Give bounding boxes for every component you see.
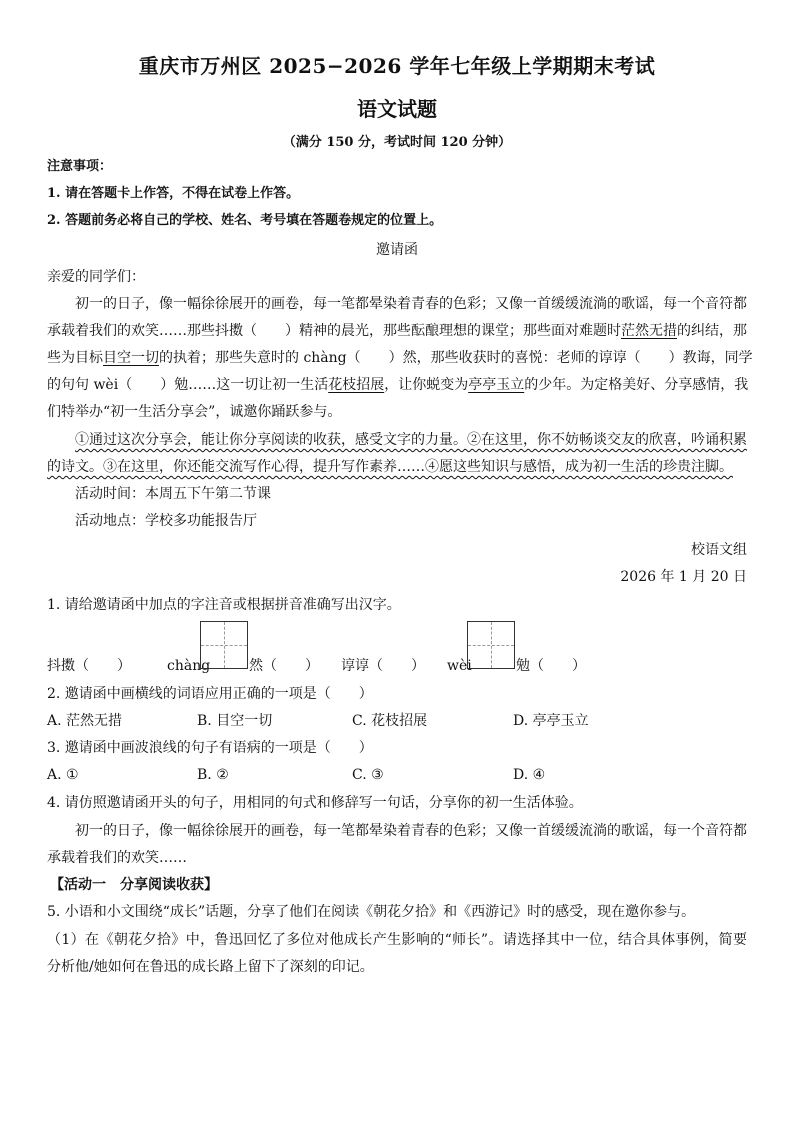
q1-item-c: 谆谆（ ） <box>341 658 425 674</box>
underlined-phrase-a: 茫然无措 <box>621 323 677 339</box>
question-4-stem: 4. 请仿照邀请函开头的句子，用相同的句式和修辞写一句话，分享你的初一生活体验。 <box>47 795 583 811</box>
letter-paragraph-1-line-2: 承载着我们的欢笑……那些抖擞（ ）精神的晨光，那些酝酿理想的课堂；那些面对难题时茫然无措的纠结，那 <box>47 323 747 339</box>
letter-paragraph-2-line-1: ①通过这次分享会，能让你分享阅读的收获，感受文字的力量。②在这里，你不妨畅谈交友的欣喜，吟诵积累 <box>75 432 747 448</box>
letter-date: 2026 年 1 月 20 日 <box>620 569 747 585</box>
notice-item-1: 1. 请在答题卡上作答，不得在试卷上作答。 <box>47 186 300 201</box>
q5-part-1-line-1: （1）在《朝花夕拾》中，鲁迅回忆了多位对他成长产生影响的“师长”。请选择其中一位，结合具体事例，简要 <box>47 932 747 948</box>
q2-option-d[interactable]: D. 亭亭玉立 <box>513 713 589 729</box>
letter-greeting: 亲爱的同学们： <box>47 269 145 285</box>
notice-item-2: 2. 答题前务必将自己的学校、姓名、考号填在答题卷规定的位置上。 <box>47 213 443 228</box>
q3-option-a[interactable]: A. ① <box>47 767 79 783</box>
q2-option-a[interactable]: A. 茫然无措 <box>47 713 123 729</box>
letter-paragraph-1-line-5: 们特举办“初一生活分享会”，诚邀你踊跃参与。 <box>47 404 342 420</box>
q1-item-b-suffix: 然（ ） <box>249 658 319 674</box>
exam-title: 重庆市万州区 2025−2026 学年七年级上学期期末考试 <box>138 54 656 78</box>
q3-option-c[interactable]: C. ③ <box>352 767 384 783</box>
q4-example-line-2: 承载着我们的欢笑…… <box>47 850 187 866</box>
q1-answer-box-b[interactable] <box>200 621 248 669</box>
subject-title: 语文试题 <box>357 97 437 121</box>
q3-option-b[interactable]: B. ② <box>197 767 229 783</box>
q3-option-d[interactable]: D. ④ <box>513 767 546 783</box>
question-2-stem: 2. 邀请函中画横线的词语应用正确的一项是（ ） <box>47 686 373 702</box>
letter-paragraph-2-line-2: 的诗文。③在这里，你还能交流写作心得，提升写作素养……④愿这些知识与感悟，成为初一生活的珍贵注脚。 <box>47 459 733 475</box>
letter-heading: 邀请函 <box>376 242 418 258</box>
q5-part-1-line-2: 分析他/她如何在鲁迅的成长路上留下了深刻的印记。 <box>47 959 374 975</box>
q1-item-b-pinyin: chàng <box>167 658 211 674</box>
letter-paragraph-1-line-3: 些为目标目空一切的执着；那些失意时的 chàng（ ）然，那些收获时的喜悦：老师的谆谆（ ）教诲，同学 <box>47 350 753 366</box>
q1-item-d-pinyin: wèi <box>447 658 472 674</box>
underlined-phrase-b: 目空一切 <box>103 350 159 366</box>
q1-answer-box-d[interactable] <box>467 621 515 669</box>
q2-option-c[interactable]: C. 花枝招展 <box>352 713 428 729</box>
question-5-stem: 5. 小语和小文围绕“成长”话题，分享了他们在阅读《朝花夕拾》和《西游记》时的感受，现在邀你参与。 <box>47 904 696 920</box>
underlined-phrase-d: 亭亭玉立 <box>468 377 525 393</box>
letter-paragraph-1-line-4: 的句句 wèi（ ）勉……这一切让初一生活花枝招展，让你蜕变为亭亭玉立的少年。为定格美好、分享感情，我 <box>47 377 749 393</box>
notice-heading: 注意事项： <box>47 159 113 174</box>
q2-option-b[interactable]: B. 目空一切 <box>197 713 273 729</box>
underlined-phrase-c: 花枝招展 <box>328 377 385 393</box>
q1-item-d-suffix: 勉（ ） <box>516 658 586 674</box>
activity-place: 活动地点：学校多功能报告厅 <box>75 513 257 529</box>
q4-example-line-1: 初一的日子，像一幅徐徐展开的画卷，每一笔都晕染着青春的色彩；又像一首缓缓流淌的歌谣，每一个音符都 <box>75 823 747 839</box>
q1-item-a: 抖擞（ ） <box>47 658 131 674</box>
question-3-stem: 3. 邀请函中画波浪线的句子有语病的一项是（ ） <box>47 740 373 756</box>
question-1-stem: 1. 请给邀请函中加点的字注音或根据拼音准确写出汉字。 <box>47 597 401 613</box>
letter-signer: 校语文组 <box>691 542 747 558</box>
activity-1-heading: 【活动一 分享阅读收获】 <box>50 877 218 893</box>
activity-time: 活动时间：本周五下午第二节课 <box>75 486 271 502</box>
letter-paragraph-1-line-1: 初一的日子，像一幅徐徐展开的画卷，每一笔都晕染着青春的色彩；又像一首缓缓流淌的歌谣，每一个音符都 <box>75 296 747 312</box>
score-time-note: （满分 150 分，考试时间 120 分钟） <box>282 135 512 150</box>
